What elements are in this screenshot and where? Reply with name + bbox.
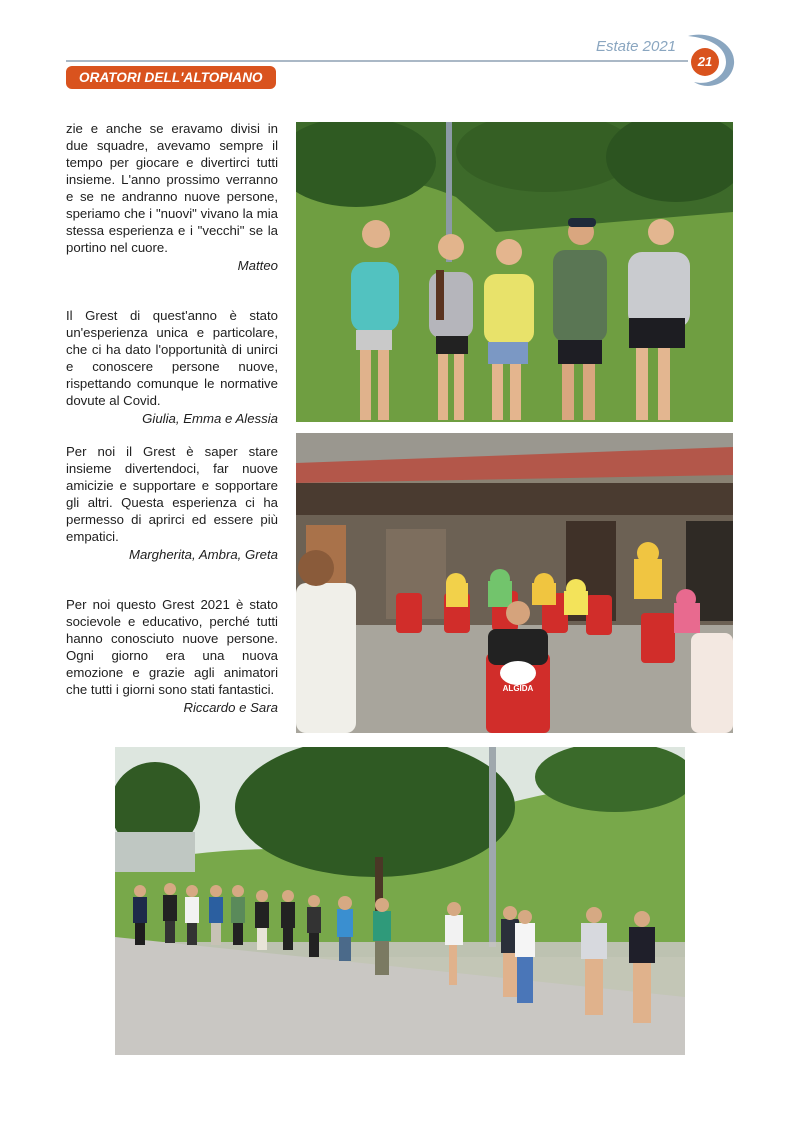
testimonial-signature: Giulia, Emma e Alessia [142, 411, 278, 426]
section-title: ORATORI DELL'ALTOPIANO [66, 66, 276, 89]
testimonial-signature: Margherita, Ambra, Greta [128, 547, 278, 562]
testimonial-4 [66, 596, 278, 716]
testimonial-2 [66, 307, 278, 427]
testimonial-3 [66, 443, 278, 563]
testimonial-signature: Riccardo e Sara [183, 700, 278, 715]
testimonial-text: Per noi il Grest è saper stare insieme divertendoci, far nuove amicizie e supportare e sopportare gli altri. Questa esperienza ci ha permesso di aprirci ed essere più empatici. [66, 444, 278, 544]
page-number-badge [680, 32, 736, 90]
photo-porch-group [296, 433, 733, 733]
testimonial-text: zie e anche se eravamo divisi in due squadre, avevamo sempre il tempo per giocare e divertirci tutti insieme. L'anno prossimo verranno e se ne andranno nuove persone, speriamo che i "nuovi" vivano la mia stessa esperienza e i "vecchi" se la portino nel cuore. [66, 121, 278, 255]
testimonial-signature: Matteo [237, 258, 278, 273]
testimonial-text: Per noi questo Grest 2021 è stato socievole e educativo, perché tutti hanno conosciuto nuove persone. Ogni giorno era una nuova emozione e grazie agli animatori che tutti i giorni sono stati fantastici. [66, 597, 278, 697]
page-number: 21 [691, 48, 719, 76]
issue-label: Estate 2021 [595, 38, 676, 55]
photo-girls-on-lawn [296, 122, 733, 422]
chair-logo-text: ALGIDA [502, 684, 534, 693]
testimonial-text: Il Grest di quest'anno è stato un'esperienza unica e particolare, che ci ha dato l'opportunità di unirci e conoscere persone nuove, rispettando comunque le normative dovute al Covid. [66, 308, 278, 408]
testimonial-1 [66, 120, 278, 274]
photo-kids-lineup [115, 747, 685, 1055]
header-rule [66, 60, 688, 62]
